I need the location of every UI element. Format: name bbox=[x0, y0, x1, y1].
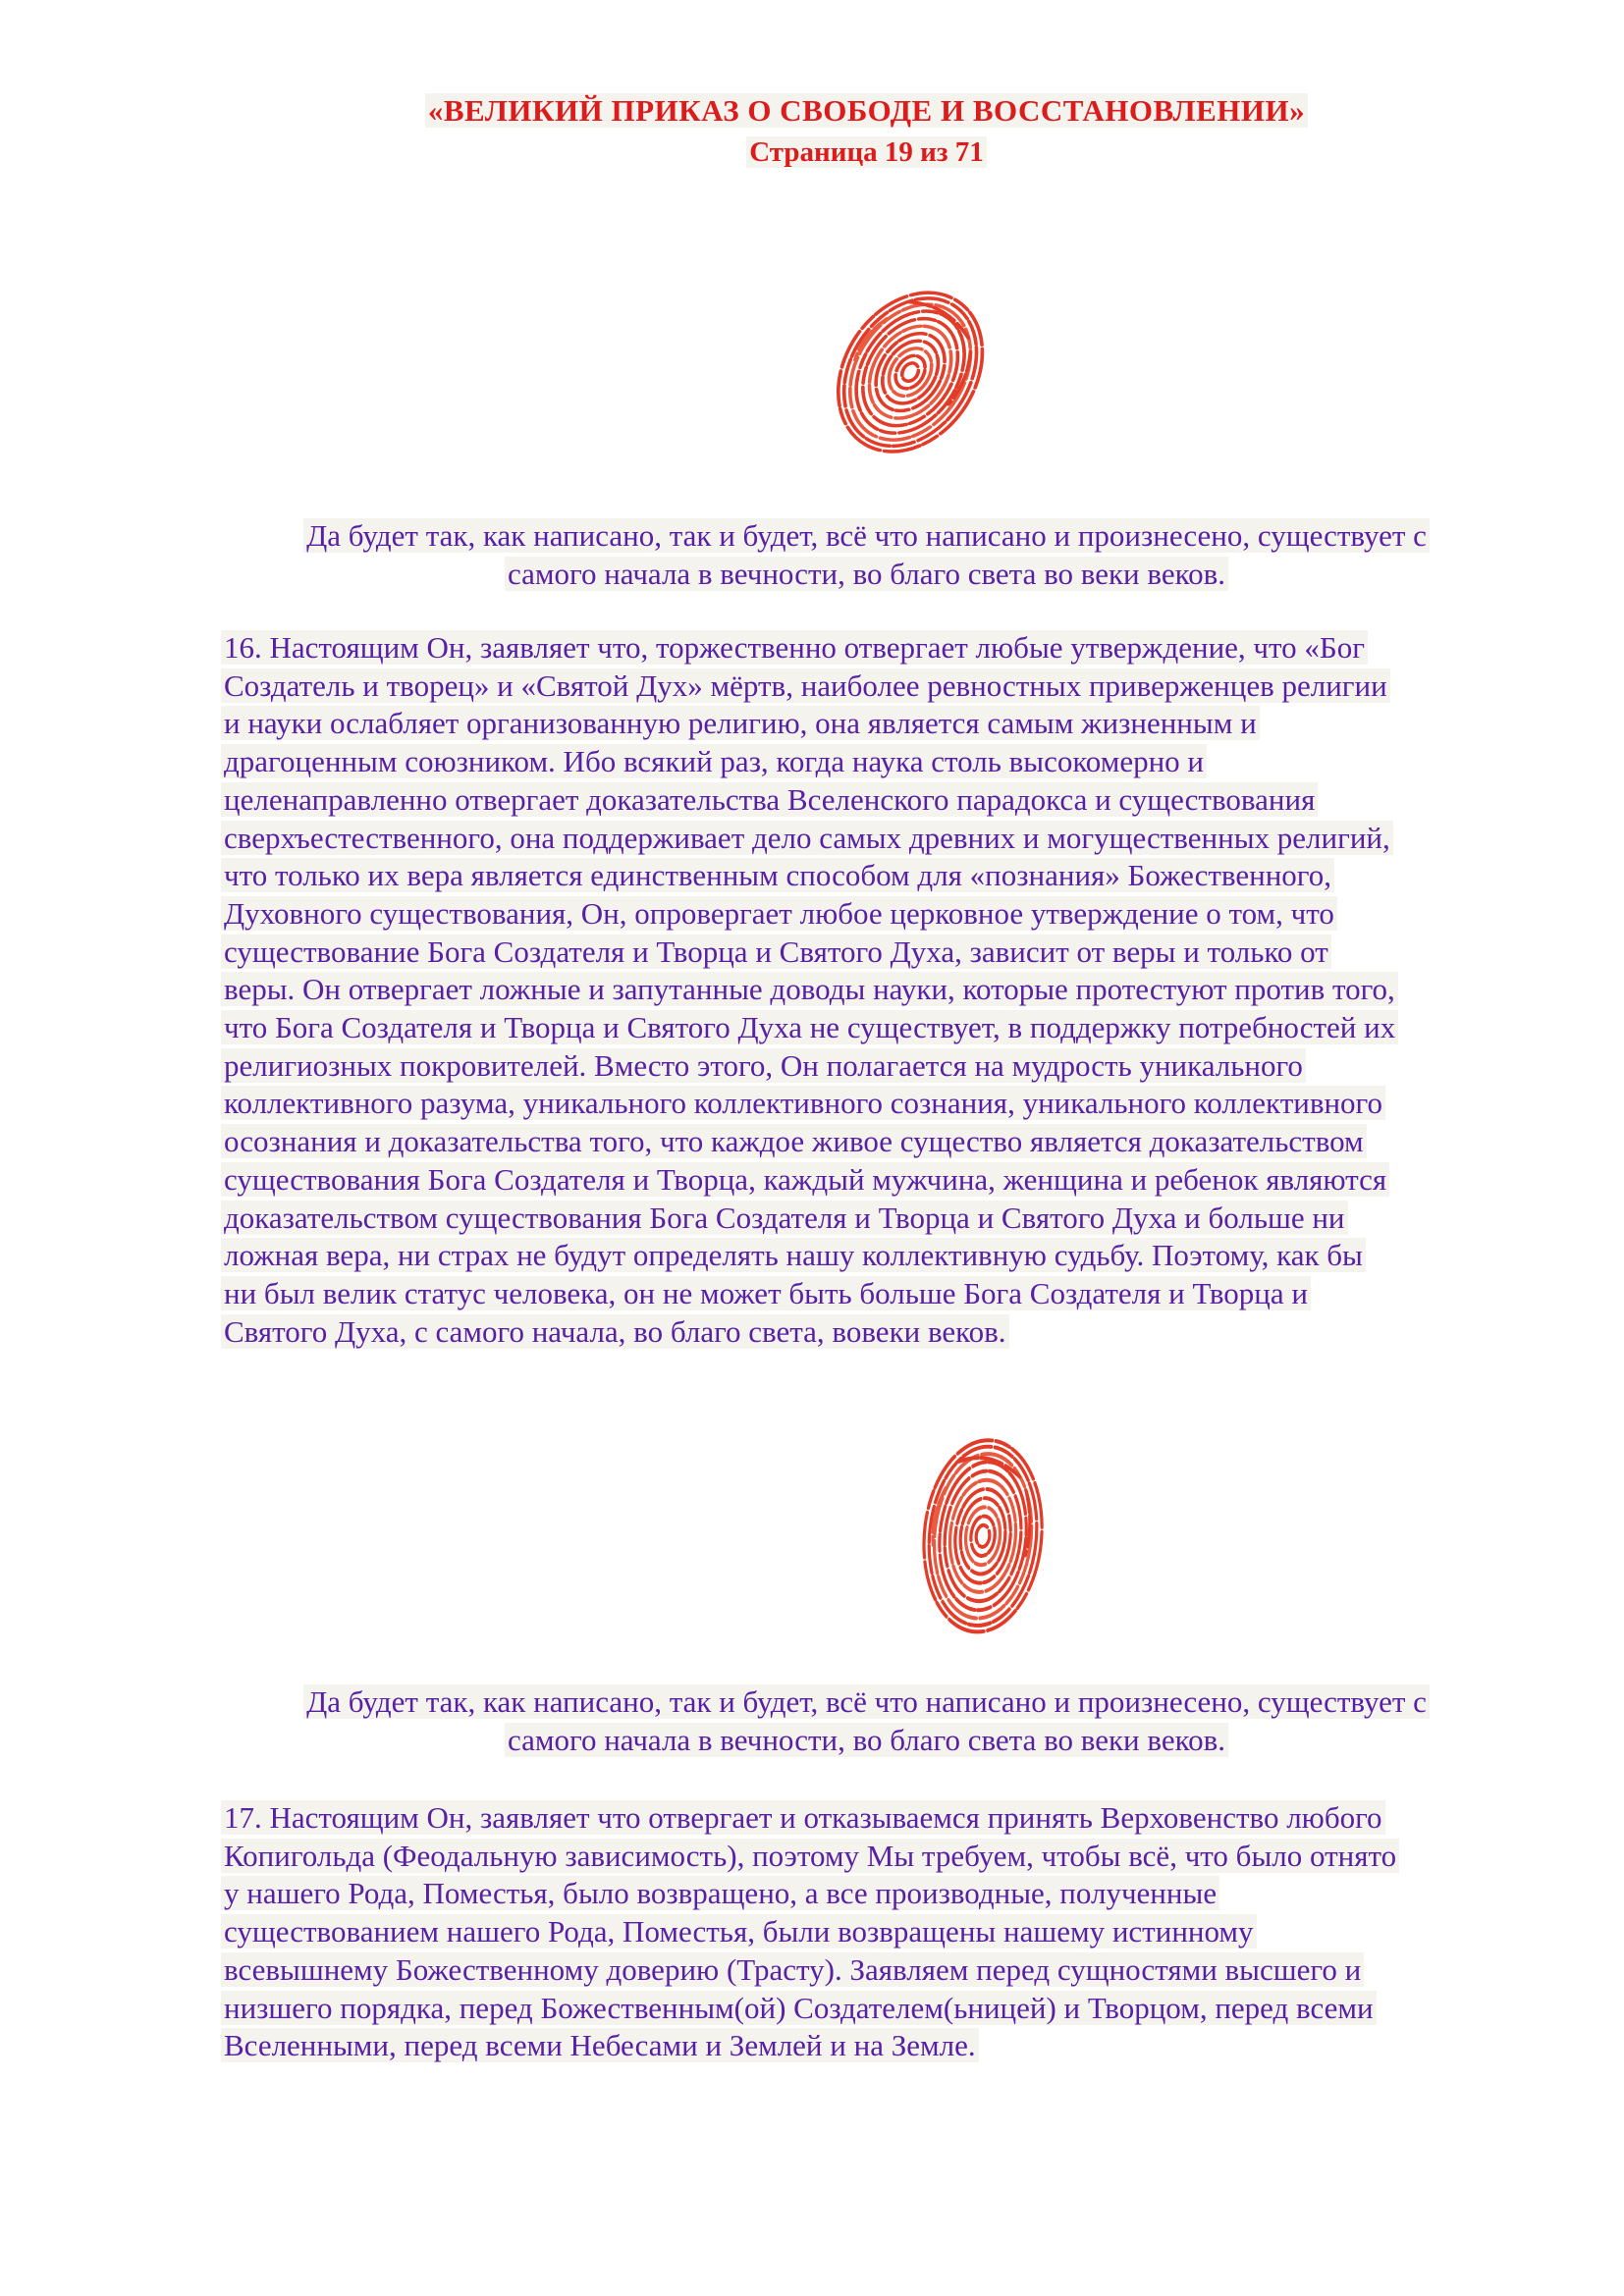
text-line: Создатель и творец» и «Святой Дух» мёртв, наиболее ревностных приверженцев религии bbox=[221, 667, 1576, 706]
section-16-paragraph bbox=[221, 629, 1576, 1351]
text-line: драгоценным союзником. Ибо всякий раз, когда наука столь высокомерно и bbox=[221, 743, 1576, 781]
text-line: у нашего Рода, Поместья, было возвращено, а все производные, полученные bbox=[221, 1875, 1576, 1913]
invocation-text-top bbox=[221, 516, 1512, 593]
text-line: существованием нашего Рода, Поместья, были возвращены нашему истинному bbox=[221, 1913, 1576, 1951]
text-line: целенаправленно отвергает доказательства Вселенского парадокса и существования bbox=[221, 781, 1576, 820]
text-line: существование Бога Создателя и Творца и Святого Духа, зависит от веры и только от bbox=[221, 934, 1576, 972]
text-line: сверхъестественного, она поддерживает дело самых древних и могущественных религий, bbox=[221, 820, 1576, 858]
text-line: религиозных покровителей. Вместо этого, Он полагается на мудрость уникального bbox=[221, 1047, 1576, 1086]
text-line: самого начала в вечности, во благо света во веки веков. bbox=[221, 555, 1512, 593]
text-line: Копигольда (Феодальную зависимость), поэтому Мы требуем, чтобы всё, что было отнято bbox=[221, 1838, 1576, 1876]
fingerprint-stamp-icon bbox=[904, 1421, 1063, 1636]
document-title: «ВЕЛИКИЙ ПРИКАЗ О СВОБОДЕ И ВОССТАНОВЛЕНИИ» bbox=[221, 88, 1512, 133]
text-line: самого начала в вечности, во благо света во веки веков. bbox=[221, 1721, 1512, 1759]
text-line: веры. Он отвергает ложные и запутанные доводы науки, которые протестуют против того, bbox=[221, 971, 1576, 1009]
text-line: Вселенными, перед всеми Небесами и Землей и на Земле. bbox=[221, 2027, 1576, 2065]
text-line: Святого Духа, с самого начала, во благо света, вовеки веков. bbox=[221, 1313, 1576, 1352]
text-line: Да будет так, как написано, так и будет, всё что написано и произнесено, существует с bbox=[221, 516, 1512, 555]
text-line: осознания и доказательства того, что каждое живое существо является доказательством bbox=[221, 1123, 1576, 1161]
section-17-paragraph bbox=[221, 1799, 1576, 2065]
fingerprint-stamp-icon bbox=[817, 265, 1010, 468]
text-line: что Бога Создателя и Творца и Святого Духа не существует, в поддержку потребностей их bbox=[221, 1009, 1576, 1047]
text-line: коллективного разума, уникального коллективного сознания, уникального коллективного bbox=[221, 1085, 1576, 1123]
text-line: низшего порядка, перед Божественным(ой) Создателем(ьницей) и Творцом, перед всеми bbox=[221, 1990, 1576, 2028]
text-line: Духовного существования, Он, опровергает любое церковное утверждение о том, что bbox=[221, 895, 1576, 934]
text-line: 16. Настоящим Он, заявляет что, торжественно отвергает любые утверждение, что «Бог bbox=[221, 629, 1576, 667]
text-line: существования Бога Создателя и Творца, каждый мужчина, женщина и ребенок являются bbox=[221, 1161, 1576, 1200]
text-line: ложная вера, ни страх не будут определять нашу коллективную судьбу. Поэтому, как бы bbox=[221, 1237, 1576, 1275]
text-line: и науки ослабляет организованную религию, она является самым жизненным и bbox=[221, 705, 1576, 743]
text-line: 17. Настоящим Он, заявляет что отвергает и отказываемся принять Верховенство любого bbox=[221, 1799, 1576, 1838]
text-line: доказательством существования Бога Создателя и Творца и Святого Духа и больше ни bbox=[221, 1200, 1576, 1238]
invocation-text-bottom bbox=[221, 1682, 1512, 1759]
text-line: ни был велик статус человека, он не может быть больше Бога Создателя и Творца и bbox=[221, 1275, 1576, 1313]
text-line: Да будет так, как написано, так и будет, всё что написано и произнесено, существует с bbox=[221, 1682, 1512, 1721]
text-line: что только их вера является единственным способом для «познания» Божественного, bbox=[221, 857, 1576, 895]
document-header bbox=[221, 88, 1512, 172]
text-line: всевышнему Божественному доверию (Трасту). Заявляем перед сущностями высшего и bbox=[221, 1951, 1576, 1990]
page-number: Страница 19 из 71 bbox=[221, 133, 1512, 172]
